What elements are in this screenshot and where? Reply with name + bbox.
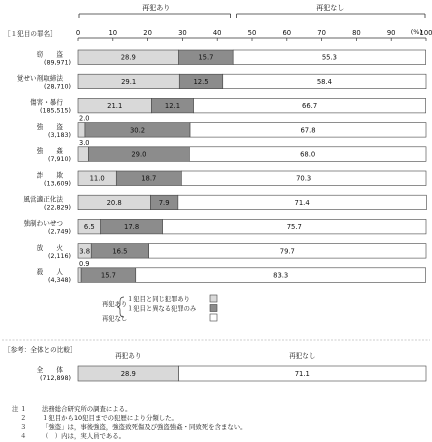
legend-label-same: １犯目と同じ犯罪あり — [127, 296, 190, 303]
legend-swatch-none — [210, 314, 217, 321]
tick-label: 80 — [352, 29, 361, 37]
tick-label: 10 — [108, 29, 118, 37]
reference-data-label: 71.1 — [294, 370, 310, 378]
category-count: (185,515) — [40, 107, 71, 115]
note-number: ２ — [20, 414, 27, 422]
data-label: 18.7 — [141, 174, 157, 183]
data-label: 11.0 — [89, 174, 105, 183]
note-number: ３ — [20, 423, 27, 431]
note-text: １犯目から10犯目までの犯歴により分類した。 — [42, 414, 178, 422]
tick-label: 60 — [282, 29, 292, 37]
data-label: 6.5 — [83, 223, 95, 232]
category-count: (13,609) — [44, 180, 71, 188]
category-label: 詐 欺 — [36, 171, 63, 180]
bar-segment-same-offense — [78, 268, 81, 283]
category-label: 放 火 — [36, 243, 63, 252]
category-label: 強 盗 — [36, 122, 63, 131]
data-label: 15.7 — [100, 271, 117, 280]
reference-header-reoffense: 再犯あり — [115, 352, 142, 360]
row-header-label: ［１犯目の罪名］ — [4, 30, 57, 38]
note-number: ４ — [20, 432, 27, 440]
category-label: 窃 盗 — [36, 50, 63, 59]
category-count: (3,183) — [48, 131, 71, 139]
tick-label: 0 — [75, 29, 81, 37]
data-label: 75.7 — [286, 223, 302, 232]
data-label: 3.8 — [79, 247, 91, 256]
data-label: 30.2 — [129, 126, 146, 135]
category-count: (28,710) — [44, 83, 71, 91]
data-label-small: 0.9 — [79, 259, 90, 268]
data-label: 7.9 — [158, 198, 170, 207]
tick-label: 100 — [419, 29, 432, 37]
legend-label-different: １犯目と異なる犯罪のみ — [127, 305, 197, 313]
note-number: １ — [20, 405, 27, 413]
reference-category-count: (712,898) — [40, 375, 71, 382]
data-label: 79.7 — [279, 247, 295, 256]
notes-head: 注 — [12, 405, 19, 413]
tick-label: 50 — [247, 29, 257, 37]
note-text: （ ）内は，実人員である。 — [42, 432, 126, 440]
data-label: 12.1 — [164, 102, 181, 111]
data-label: 70.3 — [296, 174, 312, 183]
data-label: 58.4 — [316, 77, 332, 86]
axis-unit-label: (%) — [410, 28, 422, 36]
category-count: (89,971) — [44, 59, 71, 67]
bar-segment-same-offense — [78, 147, 88, 162]
legend-swatch-same — [210, 295, 217, 302]
data-label-small: 3.0 — [79, 138, 90, 147]
data-label: 12.5 — [193, 77, 209, 86]
header-label-no-reoffense: 再犯なし — [316, 4, 345, 12]
legend-swatch-different — [210, 305, 217, 312]
reference-data-label: 28.9 — [120, 370, 136, 378]
data-label: 28.9 — [120, 53, 136, 62]
data-label: 55.3 — [321, 53, 338, 62]
tick-label: 20 — [143, 29, 152, 37]
tick-label: 40 — [212, 29, 222, 37]
data-label: 17.8 — [124, 223, 140, 232]
bar-segment-same-offense — [78, 123, 85, 138]
data-label: 71.4 — [294, 198, 310, 207]
data-label: 29.1 — [121, 77, 137, 86]
category-label: 殺 人 — [36, 268, 63, 277]
legend-label-none: 再犯なし — [102, 315, 128, 323]
category-label: 強制わいせつ — [23, 219, 63, 228]
data-label: 68.0 — [300, 150, 316, 159]
category-count: (22,829) — [44, 204, 71, 212]
category-count: (4,348) — [48, 277, 71, 285]
data-label: 20.8 — [106, 198, 122, 207]
category-count: (7,910) — [48, 156, 71, 164]
data-label: 21.1 — [107, 102, 123, 111]
data-label: 83.3 — [273, 271, 289, 280]
category-label: 風営適正化法 — [23, 195, 63, 204]
note-text: 「強盗」は，事後強盗，強盗致死傷及び強盗強姦・同致死を含まない。 — [42, 423, 247, 431]
data-label: 29.0 — [131, 150, 147, 159]
data-label: 67.8 — [300, 126, 316, 135]
category-count: (2,116) — [48, 252, 71, 260]
header-label-reoffense: 再犯あり — [142, 4, 171, 12]
reference-header-no-reoffense: 再犯なし — [289, 352, 316, 360]
category-count: (2,749) — [48, 228, 71, 236]
tick-label: 30 — [178, 29, 187, 37]
tick-label: 90 — [386, 29, 396, 37]
reference-category-label: 全 体 — [36, 366, 63, 374]
legend-group-label: 再犯あり — [102, 301, 128, 308]
data-label: 15.7 — [198, 53, 214, 62]
category-label: 覚せい剤取締法 — [16, 74, 63, 83]
category-label: 傷害・暴行 — [30, 98, 63, 107]
tick-label: 70 — [317, 29, 326, 37]
reference-title: ［参考：全体との比較］ — [4, 346, 77, 354]
note-text: 法務総合研究所の調査による。 — [42, 405, 132, 413]
category-label: 強 姦 — [36, 147, 63, 156]
data-label: 16.5 — [112, 247, 128, 256]
data-label-small: 2.0 — [79, 114, 90, 123]
data-label: 66.7 — [302, 102, 318, 111]
